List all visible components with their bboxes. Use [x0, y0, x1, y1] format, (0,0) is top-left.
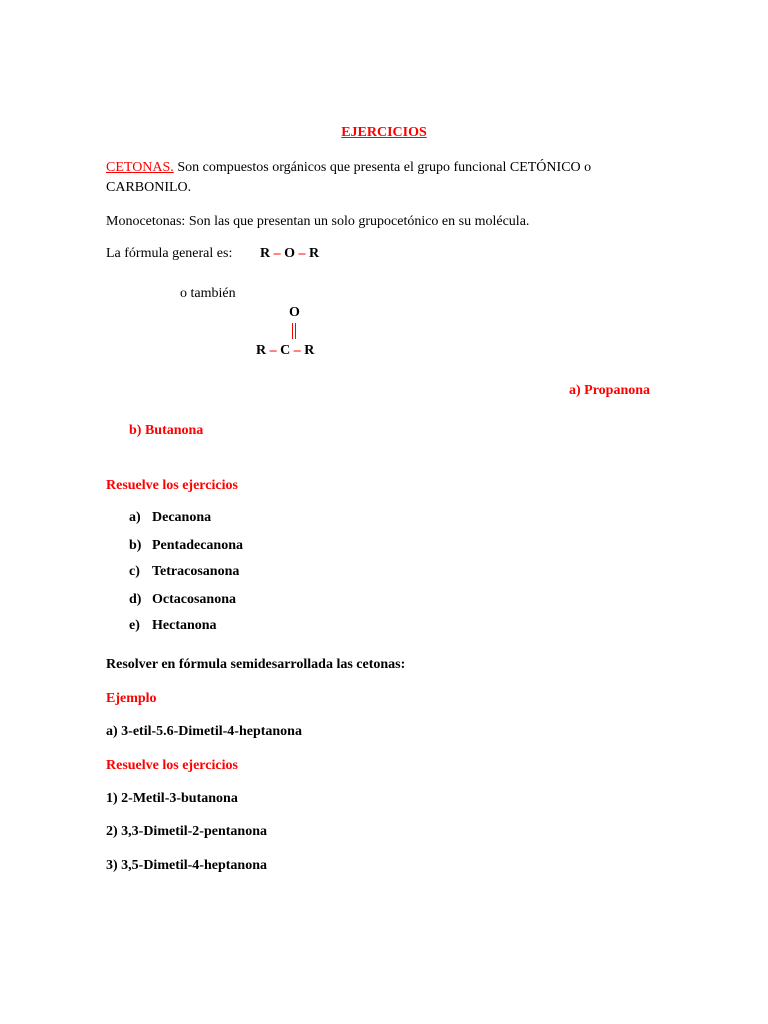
monocetonas-definition: Monocetonas: Son las que presentan un solo grupocetónico en su molécula. [106, 214, 530, 229]
cetonas-term: CETONAS. [106, 160, 174, 175]
list-item-name: Octacosanona [152, 592, 236, 607]
formula-dash-1: – [273, 246, 281, 261]
example-heading: Ejemplo [106, 691, 157, 706]
list-item-name: Decanona [152, 510, 212, 525]
general-formula-label: La fórmula general es: [106, 246, 233, 261]
structure-oxygen: O [289, 305, 300, 320]
also-label: o también [180, 286, 236, 301]
example-propanona: a) Propanona [569, 383, 651, 398]
list-item: 1) 2-Metil-3-butanona [106, 791, 238, 806]
list-item [129, 591, 236, 609]
list-item-name: Tetracosanona [152, 564, 240, 579]
list-item-letter: e) [129, 618, 140, 633]
cetonas-description: Son compuestos orgánicos que presenta el grupo funcional CETÓNICO o CARBONILO. [106, 160, 592, 195]
list-item [129, 617, 217, 635]
formula-r2: R [309, 246, 320, 261]
structure-dash-left: – [269, 343, 277, 358]
semidesarrollada-instruction: Resolver en fórmula semidesarrollada las cetonas: [106, 657, 406, 672]
example-item: a) 3-etil-5.6-Dimetil-4-heptanona [106, 724, 302, 739]
list-item [129, 537, 243, 555]
example-butanona: b) Butanona [129, 423, 204, 438]
structure-dash-right: – [293, 343, 301, 358]
list-item-name: Hectanona [152, 618, 217, 633]
list-item-letter: b) [129, 538, 142, 553]
structure-carbon: C [280, 343, 291, 358]
page-title: EJERCICIOS [341, 125, 427, 140]
list-item [129, 563, 239, 581]
list-item: 2) 3,3-Dimetil-2-pentanona [106, 824, 267, 839]
list-item: 3) 3,5-Dimetil-4-heptanona [106, 858, 267, 873]
structure-r-right: R [304, 343, 315, 358]
list-item-letter: d) [129, 592, 142, 607]
structure-carbonyl [256, 342, 314, 360]
formula-dash-2: – [298, 246, 306, 261]
general-formula [260, 245, 319, 263]
double-bond-icon [292, 323, 296, 339]
formula-oxygen: O [284, 246, 296, 261]
list-item [129, 509, 211, 527]
exercise-heading-2: Resuelve los ejercicios [106, 758, 238, 773]
cetonas-definition [106, 158, 666, 198]
list-item-name: Pentadecanona [152, 538, 243, 553]
list-item-letter: c) [129, 564, 140, 579]
exercise-heading-1: Resuelve los ejercicios [106, 478, 238, 493]
structure-r-left: R [256, 343, 267, 358]
formula-r1: R [260, 246, 271, 261]
list-item-letter: a) [129, 510, 141, 525]
